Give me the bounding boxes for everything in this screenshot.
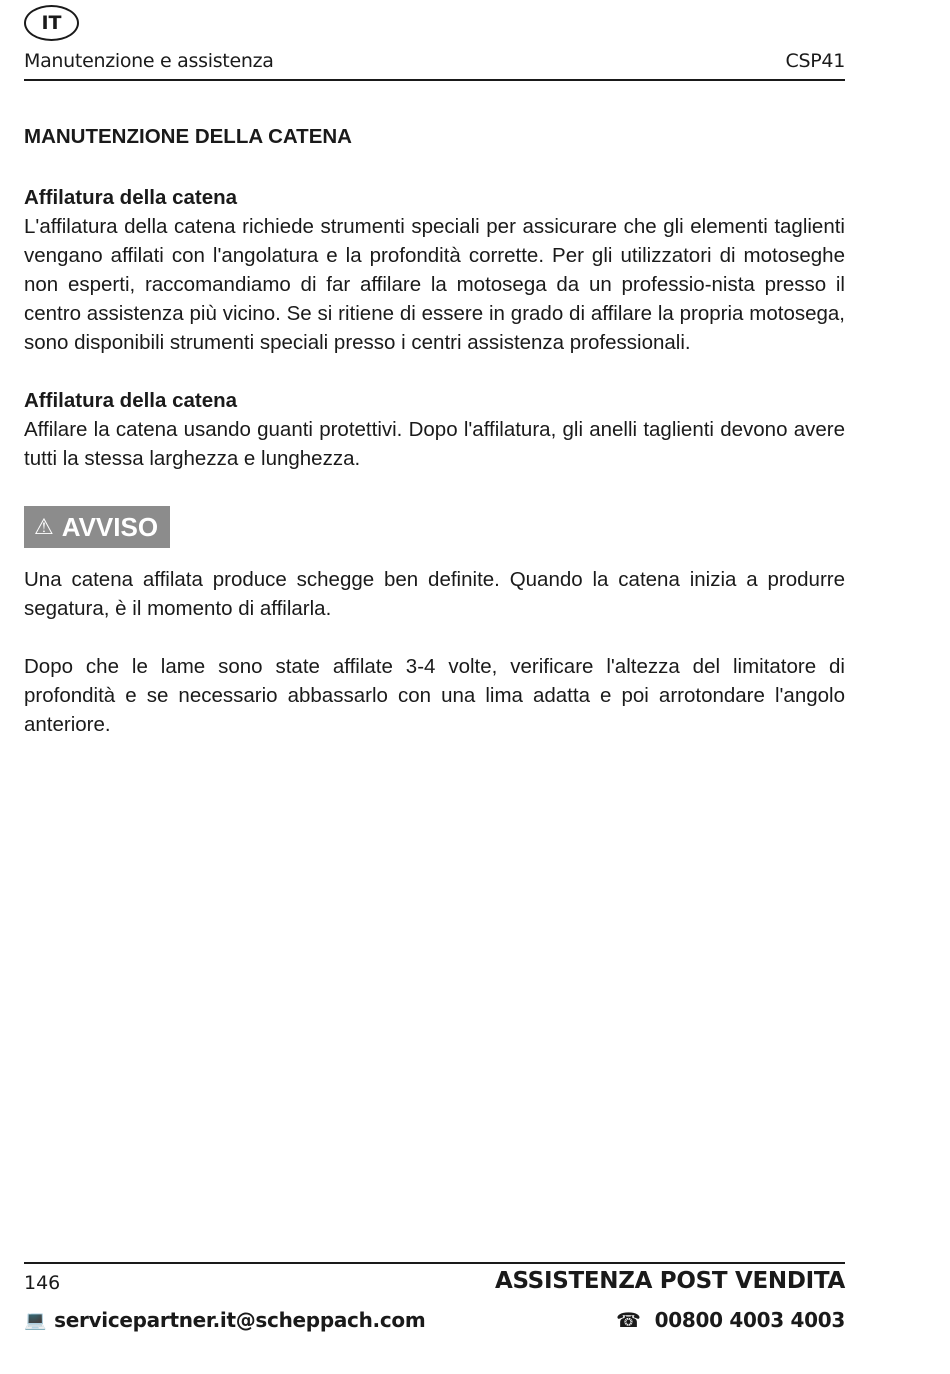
language-badge — [24, 5, 79, 41]
warning-paragraph-1: Una catena affilata produce schegge ben definite. Quando la catena inizia a produrre segatura, è il momento di affilarla. — [24, 568, 845, 620]
phone-icon: ☎ — [616, 1308, 641, 1332]
footer-phone[interactable] — [616, 1308, 845, 1332]
spacer — [24, 357, 845, 386]
block1-paragraph: L'affilatura della catena richiede strumenti speciali per assicurare che gli elementi taglienti vengano affilati con l'angolatura e la profondità corrette. Per gli utilizzatori di motoseghe non esperti, raccomandiamo di far affilare la motosega da un professio-nista presso il centro assistenza più vicino. Se si ritiene di essere in grado di affilare la propria motosega, sono disponibili strumenti speciali presso i centri assistenza professionali. — [24, 215, 845, 354]
header-divider — [24, 79, 845, 81]
warning-box — [24, 506, 170, 548]
warning-triangle-icon: ⚠ — [34, 514, 54, 540]
header-model: CSP41 — [785, 50, 845, 72]
footer-divider — [24, 1262, 845, 1264]
service-title: ASSISTENZA POST VENDITA — [494, 1268, 845, 1294]
email-address[interactable]: servicepartner.it@scheppach.com — [54, 1308, 426, 1332]
section-title: MANUTENZIONE DELLA CATENA — [24, 125, 352, 148]
block2-subtitle: Affilatura della catena — [24, 389, 238, 412]
phone-number[interactable]: 00800 4003 4003 — [654, 1308, 845, 1332]
laptop-icon: 💻 — [24, 1309, 47, 1331]
header-title: Manutenzione e assistenza — [24, 50, 274, 72]
footer-email[interactable] — [24, 1308, 425, 1332]
warning-label: AVVISO — [61, 511, 159, 542]
block1-subtitle: Affilatura della catena — [24, 186, 238, 209]
language-code: IT — [41, 12, 62, 34]
warning-paragraph-2: Dopo che le lame sono state affilate 3-4 volte, verificare l'altezza del limitatore di profondità e se necessario abbassarlo con una lima adatta e poi arrotondare l'angolo anteriore. — [24, 655, 845, 736]
main-content — [24, 124, 845, 739]
block2-paragraph: Affilare la catena usando guanti protettivi. Dopo l'affilatura, gli anelli taglienti devono avere tutti la stessa larghezza e lunghezza. — [24, 418, 845, 470]
spacer — [24, 623, 845, 652]
page-number: 146 — [24, 1272, 61, 1294]
